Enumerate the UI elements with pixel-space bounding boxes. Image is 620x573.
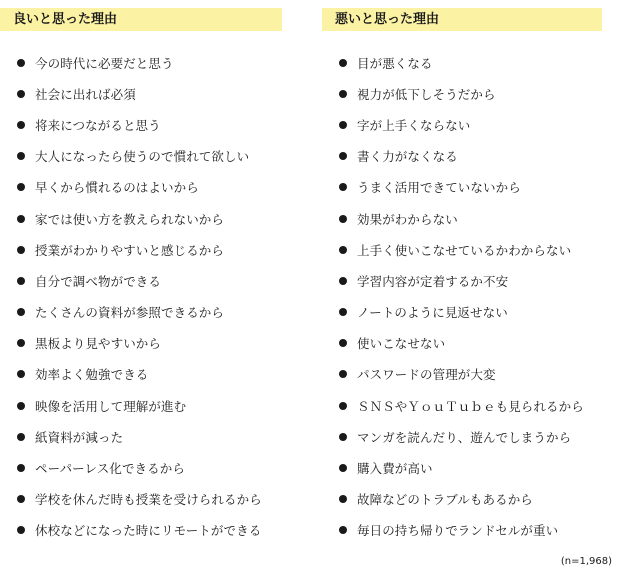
list-item-text: 紙資料が減った xyxy=(35,429,124,445)
list-item xyxy=(339,141,584,172)
bullet-icon xyxy=(339,215,347,223)
bullet-icon xyxy=(339,370,347,378)
list-item xyxy=(339,421,584,452)
list-item-text: 効率よく勉強できる xyxy=(35,367,149,383)
list-item xyxy=(17,452,262,483)
bullet-icon xyxy=(17,433,25,441)
list-item xyxy=(339,328,584,359)
bullet-icon xyxy=(17,59,25,67)
list-item xyxy=(17,421,262,452)
bullet-icon xyxy=(17,526,25,534)
bullet-icon xyxy=(17,277,25,285)
list-item xyxy=(339,78,584,109)
bullet-icon xyxy=(339,433,347,441)
list-item-text: 使いこなせない xyxy=(357,336,446,352)
list-item-text: 黒板より見やすいから xyxy=(35,336,162,352)
bullet-icon xyxy=(17,464,25,472)
list-item-text: 早くから慣れるのはよいから xyxy=(35,180,199,196)
bullet-icon xyxy=(339,246,347,254)
list-item xyxy=(17,359,262,390)
list-item-text: 上手く使いこなせているかわからない xyxy=(357,242,572,258)
list-item xyxy=(17,265,262,296)
list-item-text: 字が上手くならない xyxy=(357,117,471,133)
list-item xyxy=(339,452,584,483)
bullet-icon xyxy=(339,308,347,316)
list-item xyxy=(17,297,262,328)
list-item xyxy=(339,265,584,296)
list-item-text: 毎日の持ち帰りでランドセルが重い xyxy=(357,523,559,539)
sample-size-note: (n=1,968) xyxy=(560,556,612,567)
list-item-text: うまく活用できていないから xyxy=(357,180,521,196)
list-item xyxy=(339,203,584,234)
list-item-text: 大人になったら使うので慣れて欲しい xyxy=(35,149,250,165)
bad-reasons-list xyxy=(339,47,584,546)
list-item xyxy=(339,359,584,390)
bullet-icon xyxy=(339,495,347,503)
list-item-text: パスワードの管理が大変 xyxy=(357,367,496,383)
bullet-icon xyxy=(17,402,25,410)
list-item-text: 購入費が高い xyxy=(357,461,433,477)
list-item-text: マンガを読んだり、遊んでしまうから xyxy=(357,429,572,445)
list-item xyxy=(17,390,262,421)
list-item-text: 家では使い方を教えられないから xyxy=(35,211,225,227)
list-item xyxy=(17,141,262,172)
list-item-text: 学校を休んだ時も授業を受けられるから xyxy=(35,492,262,508)
list-item xyxy=(339,109,584,140)
list-item xyxy=(339,47,584,78)
list-item-text: 将来につながると思う xyxy=(35,117,161,133)
bullet-icon xyxy=(17,90,25,98)
list-item xyxy=(17,172,262,203)
bullet-icon xyxy=(17,370,25,378)
bullet-icon xyxy=(339,90,347,98)
bullet-icon xyxy=(339,152,347,160)
bullet-icon xyxy=(339,402,347,410)
list-item-text: 目が悪くなる xyxy=(357,55,433,71)
list-item xyxy=(17,47,262,78)
good-reasons-list xyxy=(17,47,262,546)
list-item xyxy=(339,297,584,328)
bullet-icon xyxy=(339,277,347,285)
list-item xyxy=(339,484,584,515)
bullet-icon xyxy=(17,215,25,223)
bullet-icon xyxy=(17,495,25,503)
list-item-text: 授業がわかりやすいと感じるから xyxy=(35,242,225,258)
list-item xyxy=(17,515,262,546)
list-item xyxy=(339,515,584,546)
list-item xyxy=(17,78,262,109)
list-item xyxy=(17,328,262,359)
list-item xyxy=(339,234,584,265)
list-item-text: 学習内容が定着するか不安 xyxy=(357,273,509,289)
bullet-icon xyxy=(339,121,347,129)
bullet-icon xyxy=(17,152,25,160)
list-item xyxy=(339,172,584,203)
list-item xyxy=(339,390,584,421)
bullet-icon xyxy=(339,339,347,347)
list-item-text: 書く力がなくなる xyxy=(357,149,458,165)
list-item xyxy=(17,484,262,515)
list-item-text: ＳＮＳやＹｏｕＴｕｂｅも見られるから xyxy=(357,398,584,414)
list-item-text: たくさんの資料が参照できるから xyxy=(35,305,225,321)
list-item-text: 故障などのトラブルもあるから xyxy=(357,492,533,508)
list-item xyxy=(17,203,262,234)
list-item-text: 今の時代に必要だと思う xyxy=(35,55,174,71)
list-item-text: ノートのように見返せない xyxy=(357,305,508,321)
bullet-icon xyxy=(339,59,347,67)
bullet-icon xyxy=(339,183,347,191)
bullet-icon xyxy=(339,464,347,472)
list-item-text: 効果がわからない xyxy=(357,211,458,227)
bullet-icon xyxy=(17,183,25,191)
list-item-text: 社会に出れば必須 xyxy=(35,86,136,102)
bullet-icon xyxy=(17,246,25,254)
list-item xyxy=(17,109,262,140)
list-item-text: 休校などになった時にリモートができる xyxy=(35,523,262,539)
list-item-text: 自分で調べ物ができる xyxy=(35,273,162,289)
bad-reasons-header: 悪いと思った理由 xyxy=(322,8,602,31)
list-item-text: 映像を活用して理解が進む xyxy=(35,398,187,414)
list-item-text: 視力が低下しそうだから xyxy=(357,86,496,102)
list-item xyxy=(17,234,262,265)
bullet-icon xyxy=(17,121,25,129)
bullet-icon xyxy=(17,308,25,316)
bullet-icon xyxy=(339,526,347,534)
list-item-text: ペーパーレス化できるから xyxy=(35,461,185,477)
bullet-icon xyxy=(17,339,25,347)
good-reasons-header: 良いと思った理由 xyxy=(0,8,282,31)
